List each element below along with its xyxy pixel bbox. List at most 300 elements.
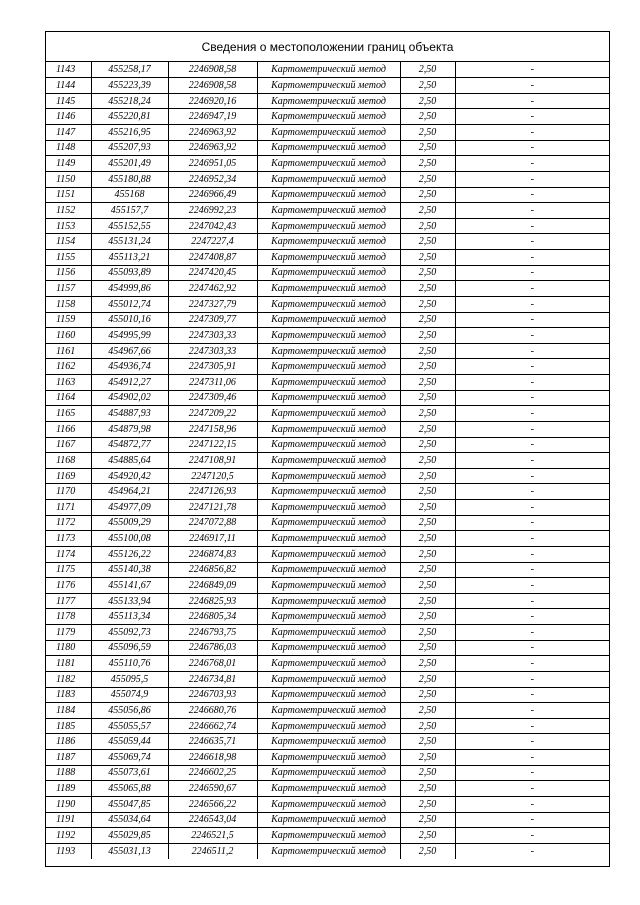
- accuracy-cell: 2,50: [400, 203, 455, 219]
- accuracy-cell: 2,50: [400, 187, 455, 203]
- x-coordinate-cell: 454967,66: [91, 343, 168, 359]
- point-number-cell: 1191: [46, 812, 91, 828]
- method-cell: Картометрический метод: [257, 156, 400, 172]
- accuracy-cell: 2,50: [400, 828, 455, 844]
- y-coordinate-cell: 2247305,91: [168, 359, 257, 375]
- accuracy-cell: 2,50: [400, 687, 455, 703]
- accuracy-cell: 2,50: [400, 328, 455, 344]
- point-number-cell: 1157: [46, 281, 91, 297]
- accuracy-cell: 2,50: [400, 671, 455, 687]
- accuracy-cell: 2,50: [400, 125, 455, 141]
- point-number-cell: 1178: [46, 609, 91, 625]
- y-coordinate-cell: 2246511,2: [168, 843, 257, 859]
- table-row: [46, 390, 609, 406]
- accuracy-cell: 2,50: [400, 156, 455, 172]
- x-coordinate-cell: 455065,88: [91, 781, 168, 797]
- accuracy-cell: 2,50: [400, 812, 455, 828]
- point-number-cell: 1145: [46, 93, 91, 109]
- table-row: [46, 296, 609, 312]
- method-cell: Картометрический метод: [257, 171, 400, 187]
- point-number-cell: 1150: [46, 171, 91, 187]
- y-coordinate-cell: 2246966,49: [168, 187, 257, 203]
- description-cell: -: [455, 328, 609, 344]
- table-row: [46, 140, 609, 156]
- y-coordinate-cell: 2246952,34: [168, 171, 257, 187]
- method-cell: Картометрический метод: [257, 765, 400, 781]
- x-coordinate-cell: 454999,86: [91, 281, 168, 297]
- table-row: [46, 312, 609, 328]
- method-cell: Картометрический метод: [257, 656, 400, 672]
- point-number-cell: 1144: [46, 78, 91, 94]
- point-number-cell: 1148: [46, 140, 91, 156]
- description-cell: -: [455, 812, 609, 828]
- method-cell: Картометрический метод: [257, 78, 400, 94]
- point-number-cell: 1158: [46, 296, 91, 312]
- y-coordinate-cell: 2246793,75: [168, 625, 257, 641]
- x-coordinate-cell: 455100,08: [91, 531, 168, 547]
- accuracy-cell: 2,50: [400, 62, 455, 78]
- description-cell: -: [455, 609, 609, 625]
- description-cell: -: [455, 703, 609, 719]
- table-row: [46, 437, 609, 453]
- point-number-cell: 1143: [46, 62, 91, 78]
- table-row: [46, 359, 609, 375]
- x-coordinate-cell: 455140,38: [91, 562, 168, 578]
- x-coordinate-cell: 455012,74: [91, 296, 168, 312]
- y-coordinate-cell: 2246703,93: [168, 687, 257, 703]
- description-cell: -: [455, 156, 609, 172]
- description-cell: -: [455, 765, 609, 781]
- method-cell: Картометрический метод: [257, 734, 400, 750]
- x-coordinate-cell: 455031,13: [91, 843, 168, 859]
- accuracy-cell: 2,50: [400, 703, 455, 719]
- method-cell: Картометрический метод: [257, 187, 400, 203]
- table-row: [46, 703, 609, 719]
- y-coordinate-cell: 2246951,05: [168, 156, 257, 172]
- y-coordinate-cell: 2247311,06: [168, 375, 257, 391]
- y-coordinate-cell: 2247122,15: [168, 437, 257, 453]
- method-cell: Картометрический метод: [257, 671, 400, 687]
- x-coordinate-cell: 455069,74: [91, 750, 168, 766]
- accuracy-cell: 2,50: [400, 312, 455, 328]
- x-coordinate-cell: 454872,77: [91, 437, 168, 453]
- description-cell: -: [455, 390, 609, 406]
- method-cell: Картометрический метод: [257, 828, 400, 844]
- accuracy-cell: 2,50: [400, 546, 455, 562]
- accuracy-cell: 2,50: [400, 250, 455, 266]
- description-cell: -: [455, 296, 609, 312]
- table-row: [46, 765, 609, 781]
- table-row: [46, 187, 609, 203]
- x-coordinate-cell: 454920,42: [91, 468, 168, 484]
- x-coordinate-cell: 454912,27: [91, 375, 168, 391]
- description-cell: -: [455, 687, 609, 703]
- x-coordinate-cell: 454887,93: [91, 406, 168, 422]
- description-cell: -: [455, 78, 609, 94]
- method-cell: Картометрический метод: [257, 203, 400, 219]
- description-cell: -: [455, 406, 609, 422]
- point-number-cell: 1193: [46, 843, 91, 859]
- x-coordinate-cell: 455201,49: [91, 156, 168, 172]
- x-coordinate-cell: 455113,21: [91, 250, 168, 266]
- y-coordinate-cell: 2246849,09: [168, 578, 257, 594]
- x-coordinate-cell: 455056,86: [91, 703, 168, 719]
- method-cell: Картометрический метод: [257, 718, 400, 734]
- x-coordinate-cell: 455152,55: [91, 218, 168, 234]
- y-coordinate-cell: 2246590,67: [168, 781, 257, 797]
- description-cell: -: [455, 843, 609, 859]
- point-number-cell: 1188: [46, 765, 91, 781]
- x-coordinate-cell: 454902,02: [91, 390, 168, 406]
- y-coordinate-cell: 2246680,76: [168, 703, 257, 719]
- y-coordinate-cell: 2246963,92: [168, 140, 257, 156]
- point-number-cell: 1147: [46, 125, 91, 141]
- accuracy-cell: 2,50: [400, 390, 455, 406]
- point-number-cell: 1170: [46, 484, 91, 500]
- table-row: [46, 593, 609, 609]
- description-cell: -: [455, 421, 609, 437]
- accuracy-cell: 2,50: [400, 343, 455, 359]
- point-number-cell: 1187: [46, 750, 91, 766]
- y-coordinate-cell: 2246543,04: [168, 812, 257, 828]
- point-number-cell: 1185: [46, 718, 91, 734]
- point-number-cell: 1153: [46, 218, 91, 234]
- table-row: [46, 156, 609, 172]
- description-cell: -: [455, 593, 609, 609]
- accuracy-cell: 2,50: [400, 515, 455, 531]
- x-coordinate-cell: 455073,61: [91, 765, 168, 781]
- point-number-cell: 1171: [46, 500, 91, 516]
- document-sheet: [45, 31, 610, 867]
- method-cell: Картометрический метод: [257, 484, 400, 500]
- table-row: [46, 109, 609, 125]
- point-number-cell: 1184: [46, 703, 91, 719]
- y-coordinate-cell: 2246874,83: [168, 546, 257, 562]
- method-cell: Картометрический метод: [257, 468, 400, 484]
- x-coordinate-cell: 455092,73: [91, 625, 168, 641]
- y-coordinate-cell: 2246662,74: [168, 718, 257, 734]
- table-row: [46, 625, 609, 641]
- point-number-cell: 1190: [46, 796, 91, 812]
- accuracy-cell: 2,50: [400, 171, 455, 187]
- table-row: [46, 828, 609, 844]
- y-coordinate-cell: 2247309,77: [168, 312, 257, 328]
- point-number-cell: 1155: [46, 250, 91, 266]
- method-cell: Картометрический метод: [257, 781, 400, 797]
- x-coordinate-cell: 455074,9: [91, 687, 168, 703]
- method-cell: Картометрический метод: [257, 234, 400, 250]
- table-row: [46, 78, 609, 94]
- table-row: [46, 265, 609, 281]
- method-cell: Картометрический метод: [257, 140, 400, 156]
- point-number-cell: 1149: [46, 156, 91, 172]
- accuracy-cell: 2,50: [400, 750, 455, 766]
- accuracy-cell: 2,50: [400, 640, 455, 656]
- description-cell: -: [455, 171, 609, 187]
- y-coordinate-cell: 2247309,46: [168, 390, 257, 406]
- table-row: [46, 484, 609, 500]
- x-coordinate-cell: 455126,22: [91, 546, 168, 562]
- table-row: [46, 531, 609, 547]
- table-row: [46, 578, 609, 594]
- table-row: [46, 234, 609, 250]
- method-cell: Картометрический метод: [257, 796, 400, 812]
- accuracy-cell: 2,50: [400, 625, 455, 641]
- table-body: [46, 62, 609, 859]
- description-cell: -: [455, 437, 609, 453]
- table-row: [46, 250, 609, 266]
- description-cell: -: [455, 734, 609, 750]
- y-coordinate-cell: 2246734,81: [168, 671, 257, 687]
- table-row: [46, 281, 609, 297]
- y-coordinate-cell: 2246917,11: [168, 531, 257, 547]
- y-coordinate-cell: 2247303,33: [168, 328, 257, 344]
- point-number-cell: 1151: [46, 187, 91, 203]
- table-row: [46, 515, 609, 531]
- point-number-cell: 1152: [46, 203, 91, 219]
- x-coordinate-cell: 455047,85: [91, 796, 168, 812]
- method-cell: Картометрический метод: [257, 562, 400, 578]
- y-coordinate-cell: 2247462,92: [168, 281, 257, 297]
- point-number-cell: 1169: [46, 468, 91, 484]
- method-cell: Картометрический метод: [257, 687, 400, 703]
- description-cell: -: [455, 781, 609, 797]
- x-coordinate-cell: 455110,76: [91, 656, 168, 672]
- x-coordinate-cell: 455093,89: [91, 265, 168, 281]
- x-coordinate-cell: 455009,29: [91, 515, 168, 531]
- point-number-cell: 1183: [46, 687, 91, 703]
- table-row: [46, 453, 609, 469]
- method-cell: Картометрический метод: [257, 640, 400, 656]
- x-coordinate-cell: 455258,17: [91, 62, 168, 78]
- point-number-cell: 1168: [46, 453, 91, 469]
- x-coordinate-cell: 455010,16: [91, 312, 168, 328]
- description-cell: -: [455, 234, 609, 250]
- table-row: [46, 750, 609, 766]
- accuracy-cell: 2,50: [400, 843, 455, 859]
- description-cell: -: [455, 796, 609, 812]
- description-cell: -: [455, 562, 609, 578]
- y-coordinate-cell: 2246602,25: [168, 765, 257, 781]
- point-number-cell: 1146: [46, 109, 91, 125]
- description-cell: -: [455, 656, 609, 672]
- method-cell: Картометрический метод: [257, 421, 400, 437]
- y-coordinate-cell: 2247303,33: [168, 343, 257, 359]
- table-row: [46, 93, 609, 109]
- point-number-cell: 1159: [46, 312, 91, 328]
- accuracy-cell: 2,50: [400, 218, 455, 234]
- point-number-cell: 1186: [46, 734, 91, 750]
- y-coordinate-cell: 2247209,22: [168, 406, 257, 422]
- method-cell: Картометрический метод: [257, 343, 400, 359]
- description-cell: -: [455, 750, 609, 766]
- method-cell: Картометрический метод: [257, 437, 400, 453]
- method-cell: Картометрический метод: [257, 750, 400, 766]
- method-cell: Картометрический метод: [257, 406, 400, 422]
- description-cell: -: [455, 187, 609, 203]
- table-row: [46, 812, 609, 828]
- x-coordinate-cell: 455055,57: [91, 718, 168, 734]
- x-coordinate-cell: 455059,44: [91, 734, 168, 750]
- method-cell: Картометрический метод: [257, 812, 400, 828]
- x-coordinate-cell: 454936,74: [91, 359, 168, 375]
- point-number-cell: 1189: [46, 781, 91, 797]
- point-number-cell: 1172: [46, 515, 91, 531]
- method-cell: Картометрический метод: [257, 593, 400, 609]
- accuracy-cell: 2,50: [400, 718, 455, 734]
- description-cell: -: [455, 546, 609, 562]
- table-row: [46, 562, 609, 578]
- accuracy-cell: 2,50: [400, 593, 455, 609]
- x-coordinate-cell: 455223,39: [91, 78, 168, 94]
- point-number-cell: 1166: [46, 421, 91, 437]
- table-row: [46, 796, 609, 812]
- y-coordinate-cell: 2246947,19: [168, 109, 257, 125]
- table-title: Сведения о местоположении границ объекта: [46, 32, 609, 62]
- y-coordinate-cell: 2246618,98: [168, 750, 257, 766]
- x-coordinate-cell: 455218,24: [91, 93, 168, 109]
- table-row: [46, 125, 609, 141]
- accuracy-cell: 2,50: [400, 531, 455, 547]
- point-number-cell: 1182: [46, 671, 91, 687]
- description-cell: -: [455, 828, 609, 844]
- y-coordinate-cell: 2247120,5: [168, 468, 257, 484]
- description-cell: -: [455, 375, 609, 391]
- method-cell: Картометрический метод: [257, 531, 400, 547]
- point-number-cell: 1180: [46, 640, 91, 656]
- accuracy-cell: 2,50: [400, 562, 455, 578]
- description-cell: -: [455, 578, 609, 594]
- table-row: [46, 546, 609, 562]
- accuracy-cell: 2,50: [400, 265, 455, 281]
- table-row: [46, 609, 609, 625]
- x-coordinate-cell: 455157,7: [91, 203, 168, 219]
- y-coordinate-cell: 2246786,03: [168, 640, 257, 656]
- table-row: [46, 843, 609, 859]
- table-row: [46, 343, 609, 359]
- method-cell: Картометрический метод: [257, 515, 400, 531]
- point-number-cell: 1176: [46, 578, 91, 594]
- method-cell: Картометрический метод: [257, 93, 400, 109]
- table-row: [46, 421, 609, 437]
- method-cell: Картометрический метод: [257, 109, 400, 125]
- y-coordinate-cell: 2246908,58: [168, 62, 257, 78]
- table-row: [46, 718, 609, 734]
- point-number-cell: 1175: [46, 562, 91, 578]
- point-number-cell: 1160: [46, 328, 91, 344]
- method-cell: Картометрический метод: [257, 250, 400, 266]
- accuracy-cell: 2,50: [400, 765, 455, 781]
- description-cell: -: [455, 93, 609, 109]
- description-cell: -: [455, 265, 609, 281]
- method-cell: Картометрический метод: [257, 625, 400, 641]
- description-cell: -: [455, 250, 609, 266]
- point-number-cell: 1173: [46, 531, 91, 547]
- description-cell: -: [455, 281, 609, 297]
- accuracy-cell: 2,50: [400, 375, 455, 391]
- table-row: [46, 62, 609, 78]
- y-coordinate-cell: 2246635,71: [168, 734, 257, 750]
- point-number-cell: 1167: [46, 437, 91, 453]
- y-coordinate-cell: 2246908,58: [168, 78, 257, 94]
- x-coordinate-cell: 455133,94: [91, 593, 168, 609]
- table-row: [46, 734, 609, 750]
- accuracy-cell: 2,50: [400, 656, 455, 672]
- coordinates-table: [46, 62, 609, 859]
- description-cell: -: [455, 515, 609, 531]
- point-number-cell: 1192: [46, 828, 91, 844]
- method-cell: Картометрический метод: [257, 703, 400, 719]
- point-number-cell: 1164: [46, 390, 91, 406]
- method-cell: Картометрический метод: [257, 62, 400, 78]
- method-cell: Картометрический метод: [257, 843, 400, 859]
- y-coordinate-cell: 2246825,93: [168, 593, 257, 609]
- accuracy-cell: 2,50: [400, 140, 455, 156]
- point-number-cell: 1165: [46, 406, 91, 422]
- y-coordinate-cell: 2246856,82: [168, 562, 257, 578]
- point-number-cell: 1179: [46, 625, 91, 641]
- y-coordinate-cell: 2247227,4: [168, 234, 257, 250]
- y-coordinate-cell: 2246768,01: [168, 656, 257, 672]
- method-cell: Картометрический метод: [257, 328, 400, 344]
- x-coordinate-cell: 455113,34: [91, 609, 168, 625]
- x-coordinate-cell: 454977,09: [91, 500, 168, 516]
- description-cell: -: [455, 140, 609, 156]
- x-coordinate-cell: 455207,93: [91, 140, 168, 156]
- y-coordinate-cell: 2247072,88: [168, 515, 257, 531]
- method-cell: Картометрический метод: [257, 218, 400, 234]
- x-coordinate-cell: 455096,59: [91, 640, 168, 656]
- y-coordinate-cell: 2247121,78: [168, 500, 257, 516]
- description-cell: -: [455, 312, 609, 328]
- y-coordinate-cell: 2247158,96: [168, 421, 257, 437]
- point-number-cell: 1162: [46, 359, 91, 375]
- description-cell: -: [455, 484, 609, 500]
- description-cell: -: [455, 125, 609, 141]
- method-cell: Картометрический метод: [257, 546, 400, 562]
- description-cell: -: [455, 531, 609, 547]
- point-number-cell: 1163: [46, 375, 91, 391]
- table-row: [46, 171, 609, 187]
- point-number-cell: 1156: [46, 265, 91, 281]
- method-cell: Картометрический метод: [257, 359, 400, 375]
- y-coordinate-cell: 2247108,91: [168, 453, 257, 469]
- accuracy-cell: 2,50: [400, 468, 455, 484]
- accuracy-cell: 2,50: [400, 453, 455, 469]
- y-coordinate-cell: 2246992,23: [168, 203, 257, 219]
- table-row: [46, 328, 609, 344]
- y-coordinate-cell: 2246963,92: [168, 125, 257, 141]
- method-cell: Картометрический метод: [257, 609, 400, 625]
- y-coordinate-cell: 2247327,79: [168, 296, 257, 312]
- method-cell: Картометрический метод: [257, 500, 400, 516]
- table-row: [46, 468, 609, 484]
- method-cell: Картометрический метод: [257, 125, 400, 141]
- x-coordinate-cell: 454885,64: [91, 453, 168, 469]
- description-cell: -: [455, 359, 609, 375]
- description-cell: -: [455, 500, 609, 516]
- table-row: [46, 203, 609, 219]
- x-coordinate-cell: 454995,99: [91, 328, 168, 344]
- description-cell: -: [455, 468, 609, 484]
- description-cell: -: [455, 625, 609, 641]
- table-row: [46, 781, 609, 797]
- x-coordinate-cell: 454964,21: [91, 484, 168, 500]
- x-coordinate-cell: 455141,67: [91, 578, 168, 594]
- x-coordinate-cell: 455095,5: [91, 671, 168, 687]
- description-cell: -: [455, 62, 609, 78]
- accuracy-cell: 2,50: [400, 109, 455, 125]
